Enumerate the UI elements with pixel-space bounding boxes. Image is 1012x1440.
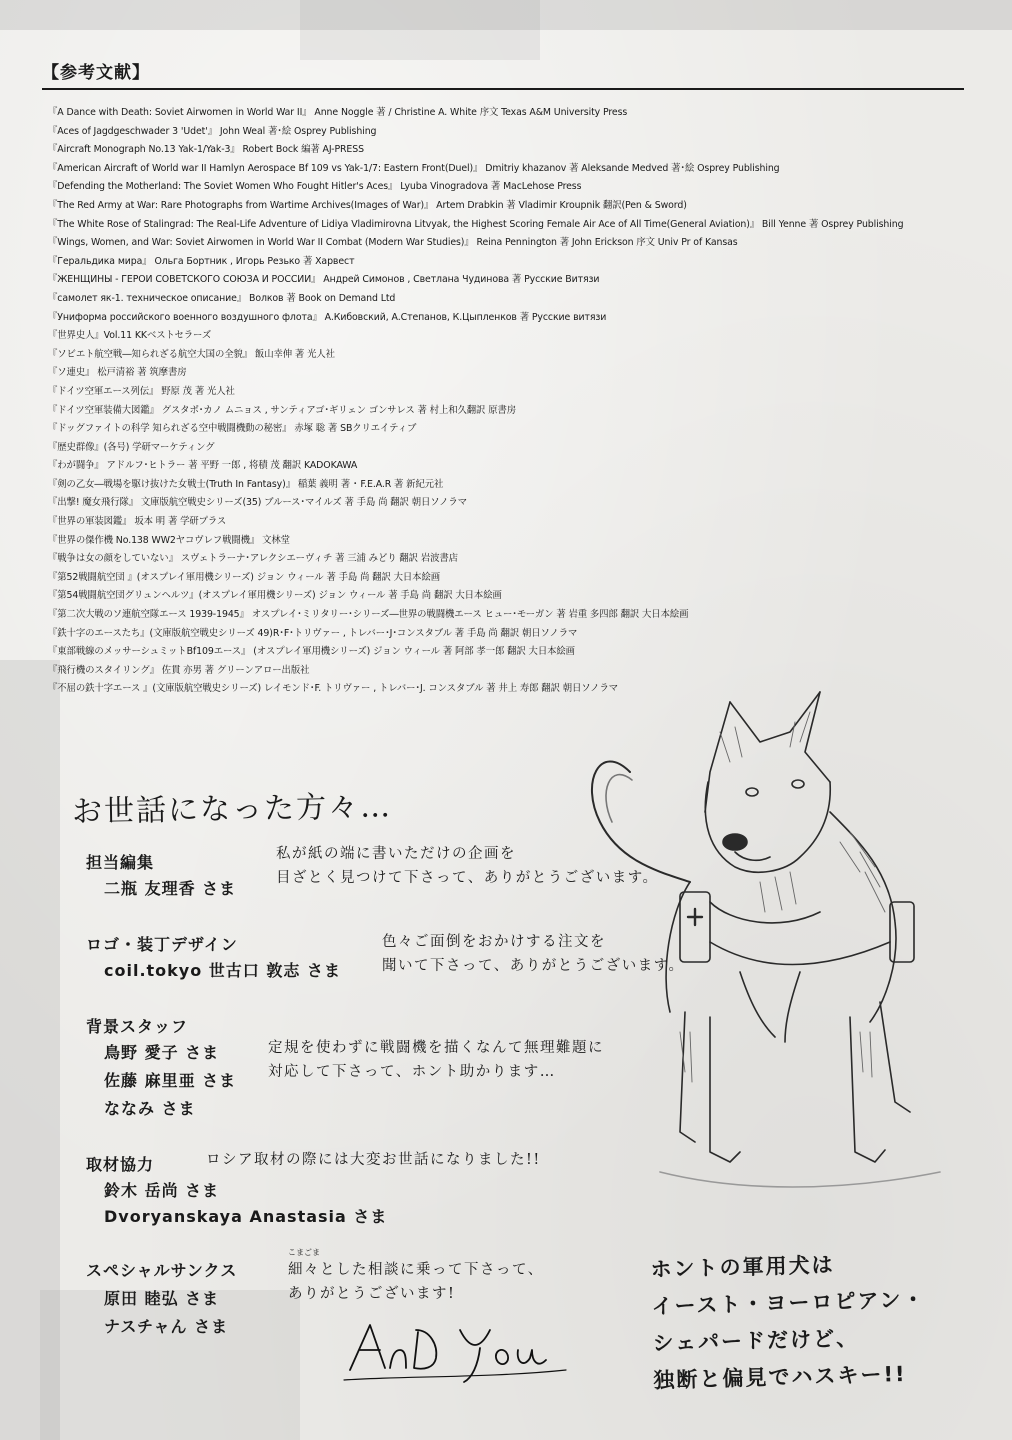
background-staff-name-1: 鳥野 愛子 さま <box>104 1043 220 1062</box>
dog-note: ホントの軍用犬は イースト・ヨーロピアン・ シェパードだけど、 独断と偏見でハスキー!! <box>650 1252 926 1393</box>
design-role: ロゴ・装丁デザイン <box>86 935 238 954</box>
reference-item: 『剣の乙女―戦場を駆け抜けた女戦士(Truth In Fantasy)』 稲葉 義明 著 ･ F.E.A.R 著 新紀元社 <box>48 478 444 490</box>
design-name: coil.tokyo 世古口 敦志 さま <box>104 961 341 980</box>
reference-item: 『ソ連史』 松戸清裕 著 筑摩書房 <box>48 367 187 379</box>
reference-item: 『歴史群像』(各号) 学研マーケティング <box>48 441 215 453</box>
reference-item: 『Wings, Women, and War: Soviet Airwomen in World War II Combat (Modern War Studies)』 Reina Pennington 著 John Erickson 序文 Univ Pr of Kansas <box>48 237 738 249</box>
reference-item: 『第54戦闘航空団グリュンヘルツ』(オスプレイ軍用機シリーズ) ジョン ウィール 著 手島 尚 翻訳 大日本絵画 <box>48 590 502 602</box>
reference-item: 『A Dance with Death: Soviet Airwomen in World War II』 Anne Noggle 著 / Christine A. White 序文 Texas A&M University Press <box>48 107 628 118</box>
editor-message: 私が紙の端に書いただけの企画を 目ざとく見つけて下さって、ありがとうございます。 <box>276 846 659 886</box>
references-list <box>48 104 978 699</box>
reference-item: 『不屈の鉄十字エース 』(文庫版航空戦史シリーズ) レイモンド･F. トリヴァー , トレバー･J. コンスタブル 著 井上 寿郎 翻訳 朝日ソノラマ <box>48 683 618 695</box>
special-thanks-role: スペシャルサンクス <box>86 1261 238 1280</box>
tape-strip-bottom-left <box>40 1290 300 1440</box>
reference-item: 『Defending the Motherland: The Soviet Women Who Fought Hitler's Aces』 Lyuba Vinogradova 著 MacLehose Press <box>48 181 582 193</box>
research-role: 取材協力 <box>86 1155 155 1174</box>
background-staff-role: 背景スタッフ <box>86 1017 189 1036</box>
reference-item: 『鉄十字のエースたち』(文庫版航空戦史シリーズ 49)R･F･トリヴァー , トレバー･J･コンスタブル 著 手島 尚 翻訳 朝日ソノラマ <box>48 627 578 639</box>
reference-item: 『Aces of Jagdgeschwader 3 'Udet'』 John Weal 著･絵 Osprey Publishing <box>48 125 377 137</box>
reference-item: 『самолет як-1. техническое описание』 Волков 著 Book on Demand Ltd <box>48 292 396 304</box>
background-staff-name-3: ななみ さま <box>104 1099 196 1118</box>
reference-item: 『The White Rose of Stalingrad: The Real-Life Adventure of Lidiya Vladimirovna Litvyak, the Highest Scoring Female Air Ace of All Time(General Aviation)』 Bill Yenne 著 Osprey Publishing <box>48 218 904 230</box>
reference-item: 『ЖЕНЩИНЫ - ГЕРОИ СОВЕТСКОГО СОЮЗА И РОССИИ』 Андрей Симонов , Светлана Чудинова 著 Русские Витязи <box>48 274 600 286</box>
research-message: ロシア取材の際には大変お世話になりました!! <box>206 1152 541 1168</box>
reference-item: 『Aircraft Monograph No.13 Yak-1/Yak-3』 Robert Bock 編著 AJ-PRESS <box>48 144 364 156</box>
reference-item: 『ドイツ空軍エース列伝』 野原 茂 著 光人社 <box>48 385 235 397</box>
reference-item: 『Геральдика мира』 Ольга Бортник , Игорь Резько 著 Харвест <box>48 255 355 267</box>
reference-item: 『世界の傑作機 No.138 WW2ヤコヴレフ戦闘機』 文林堂 <box>48 534 290 546</box>
special-thanks-name-2: ナスチャん さま <box>104 1317 229 1336</box>
reference-item: 『American Aircraft of World war II Hamlyn Aerospace Bf 109 vs Yak-1/7: Eastern Front(Duel)』 Dmitriy khazanov 著 Aleksande Medved 著･絵 Osprey Publishing <box>48 162 780 174</box>
tape-strip-top-middle <box>300 0 540 60</box>
reference-item: 『出撃! 魔女飛行隊』 文庫版航空戦史シリーズ(35) ブルース･マイルズ 著 手島 尚 翻訳 朝日ソノラマ <box>48 497 467 509</box>
reference-item: 『ソビエト航空戦―知られざる航空大国の全貌』 飯山幸伸 著 光人社 <box>48 348 335 360</box>
reference-item: 『世界史人』Vol.11 KKベストセラーズ <box>48 330 212 342</box>
references-heading: 【参考文献】 <box>42 63 150 83</box>
references-divider <box>42 88 964 90</box>
special-thanks-ruby: こまごま <box>288 1248 320 1257</box>
reference-item: 『The Red Army at War: Rare Photographs from Wartime Archives(Images of War)』 Artem Drabkin 著 Vladimir Kroupnik 翻訳(Pen & Sword) <box>48 199 687 211</box>
research-name-1: 鈴木 岳尚 さま <box>104 1181 220 1200</box>
thanks-title: お世話になった方々… <box>71 789 393 830</box>
reference-item: 『わが闘争』 アドルフ･ヒトラー 著 平野 一郎 , 将積 茂 翻訳 KADOKAWA <box>48 460 358 472</box>
background-staff-name-2: 佐藤 麻里亜 さま <box>104 1071 237 1090</box>
reference-item: 『世界の軍装図鑑』 坂本 明 著 学研プラス <box>48 516 227 528</box>
reference-item: 『Униформа российского военного воздушного флота』 А.Кибовский, А.Степанов, К.Цыпленков 著 Русские витязи <box>48 311 607 323</box>
and-you-signature <box>340 1310 570 1390</box>
design-message: 色々ご面倒をおかけする注文を 聞いて下さって、ありがとうございます。 <box>382 934 685 974</box>
background-staff-message: 定規を使わずに戦闘機を描くなんて無理難題に 対応して下さって、ホント助かります… <box>268 1040 604 1080</box>
research-name-2: Dvoryanskaya Anastasia さま <box>104 1207 388 1226</box>
special-thanks-name-1: 原田 睦弘 さま <box>104 1289 220 1308</box>
special-thanks-message: 細々とした相談に乗って下さって、 ありがとうございます! <box>288 1262 544 1302</box>
reference-item: 『ドイツ空軍装備大図鑑』 グスタボ･カノ ムニョス , サンティアゴ･ギリェン ゴンサレス 著 村上和久翻訳 原書房 <box>48 404 517 416</box>
reference-item: 『東部戦線のメッサーシュミットBf109エース』 (オスプレイ軍用機シリーズ) ジョン ウィール 著 阿部 孝一郎 翻訳 大日本絵画 <box>48 646 575 658</box>
reference-item: 『戦争は女の顔をしていない』 スヴェトラーナ･アレクシエーヴィチ 著 三浦 みどり 翻訳 岩波書店 <box>48 553 458 565</box>
reference-item: 『ドッグファイトの科学 知られざる空中戦闘機動の秘密』 赤塚 聡 著 SBクリエイティブ <box>48 423 417 435</box>
reference-item: 『第52戦闘航空団 』(オスプレイ軍用機シリーズ) ジョン ウィール 著 手島 尚 翻訳 大日本絵画 <box>48 571 440 583</box>
reference-item: 『飛行機のスタイリング』 佐貫 亦男 著 グリーンアロー出版社 <box>48 664 310 676</box>
editor-role: 担当編集 <box>86 853 155 872</box>
reference-item: 『第二次大戦のソ連航空隊エース 1939-1945』 オスプレイ･ミリタリー･シリーズ―世界の戦闘機エース ヒュー･モーガン 著 岩重 多四郎 翻訳 大日本絵画 <box>48 609 689 621</box>
editor-name: 二瓶 友理香 さま <box>104 879 237 898</box>
